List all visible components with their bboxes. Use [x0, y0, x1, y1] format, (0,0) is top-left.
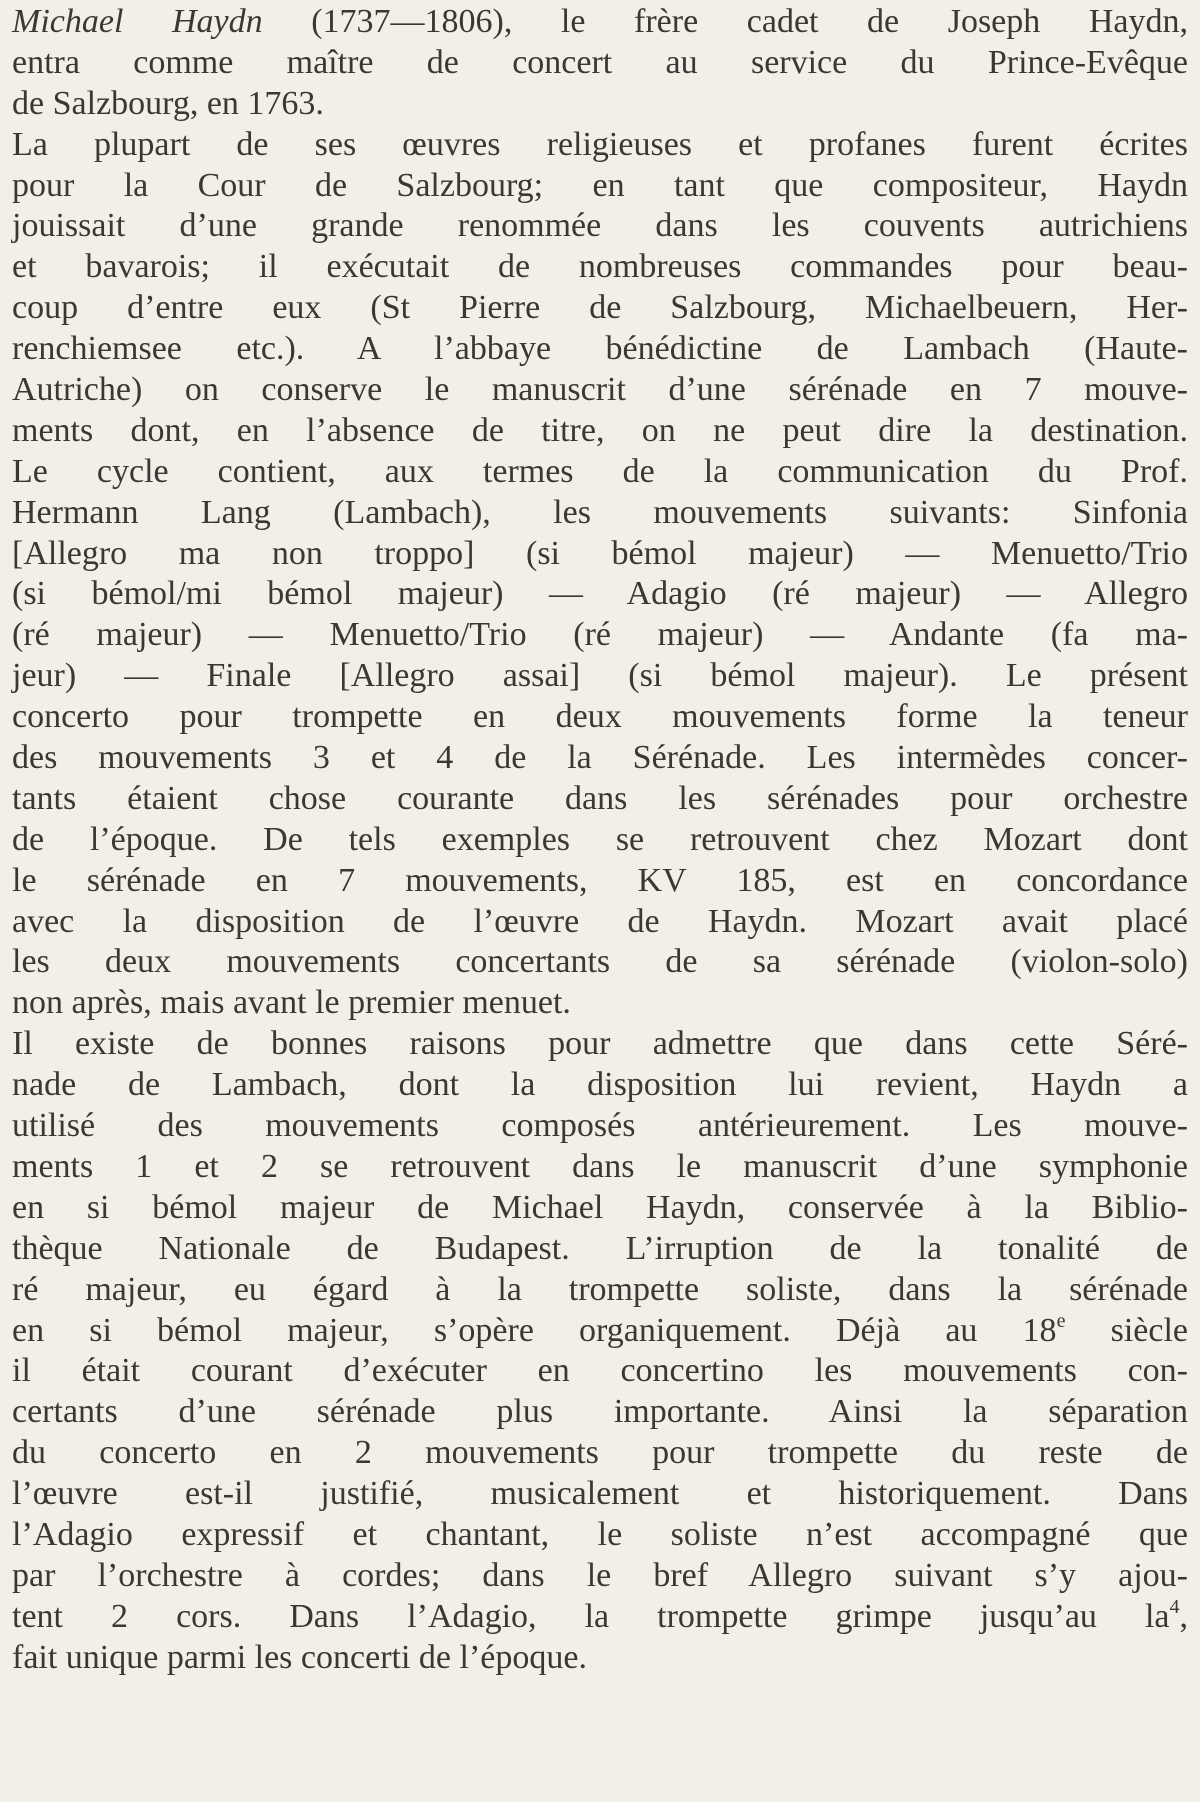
- text-line: [12, 452, 1188, 493]
- line-text: utilisé des mouvements composés antérieurement. Les mouve-: [12, 1107, 1188, 1145]
- text-line: [12, 738, 1188, 779]
- text-line: [12, 1270, 1188, 1311]
- text-line: [12, 43, 1188, 84]
- line-text: du concerto en 2 mouvements pour trompette du reste de: [12, 1434, 1188, 1472]
- text-line: [12, 493, 1188, 534]
- line-text-tail: siècle: [1065, 1311, 1188, 1349]
- composer-name: Michael Haydn: [12, 3, 263, 40]
- line-text: de Salzbourg, en 1763.: [12, 84, 324, 122]
- line-text: de l’époque. De tels exemples se retrouvent chez Mozart dont: [12, 820, 1188, 858]
- text-line: [12, 1024, 1188, 1065]
- text-line: [12, 1515, 1188, 1556]
- text-line: [12, 411, 1188, 452]
- line-text: Autriche) on conserve le manuscrit d’une sérénade en 7 mouve-: [12, 371, 1188, 409]
- line-text: Le cycle contient, aux termes de la communication du Prof.: [12, 452, 1188, 490]
- text-line: [12, 861, 1188, 902]
- text-line: [12, 902, 1188, 943]
- line-text: non après, mais avant le premier menuet.: [12, 984, 571, 1022]
- text-line: [12, 1474, 1188, 1515]
- line-text: entra comme maître de concert au service du Prince-Evêque: [12, 43, 1188, 81]
- text-line: [12, 1065, 1188, 1106]
- line-text: avec la disposition de l’œuvre de Haydn. Mozart avait placé: [12, 902, 1188, 940]
- line-text: tants étaient chose courante dans les sérénades pour orchestre: [12, 779, 1188, 817]
- text-line: [12, 206, 1188, 247]
- paragraph: [12, 125, 1188, 1025]
- text-line: [12, 1433, 1188, 1474]
- line-text: (si bémol/mi bémol majeur) — Adagio (ré majeur) — Allegro: [12, 575, 1188, 613]
- line-text: jouissait d’une grande renommée dans les couvents autrichiens: [12, 207, 1188, 245]
- text-line: [12, 574, 1188, 615]
- line-text: le sérénade en 7 mouvements, KV 185, est en concordance: [12, 861, 1188, 899]
- text-line: [12, 1556, 1188, 1597]
- line-text: des mouvements 3 et 4 de la Sérénade. Les intermèdes concer-: [12, 739, 1188, 777]
- line-text: certants d’une sérénade plus importante. Ainsi la séparation: [12, 1393, 1188, 1431]
- text-line: [12, 1147, 1188, 1188]
- text-line: [12, 166, 1188, 207]
- line-text: La plupart de ses œuvres religieuses et profanes furent écrites: [12, 125, 1188, 163]
- text-line: [12, 2, 1188, 43]
- line-text: et bavarois; il exécutait de nombreuses commandes pour beau-: [12, 248, 1188, 286]
- line-text: renchiemsee etc.). A l’abbaye bénédictine de Lambach (Haute-: [12, 330, 1188, 368]
- line-text: Il existe de bonnes raisons pour admettre que dans cette Séré-: [12, 1025, 1188, 1063]
- superscript: 4: [1169, 1595, 1180, 1618]
- line-text: Hermann Lang (Lambach), les mouvements suivants: Sinfonia: [12, 493, 1188, 531]
- line-text: ré majeur, eu égard à la trompette soliste, dans la sérénade: [12, 1270, 1188, 1308]
- line-text: thèque Nationale de Budapest. L’irruption de la tonalité de: [12, 1229, 1188, 1267]
- line-text: en si bémol majeur de Michael Haydn, conservée à la Biblio-: [12, 1188, 1188, 1226]
- line-text: (1737—1806), le frère cadet de Joseph Haydn,: [262, 3, 1188, 40]
- line-text: concerto pour trompette en deux mouvements forme la teneur: [12, 698, 1188, 736]
- line-text: l’Adagio expressif et chantant, le soliste n’est accompagné que: [12, 1515, 1188, 1553]
- paragraph: [12, 2, 1188, 125]
- text-line: [12, 1311, 1188, 1352]
- line-text: fait unique parmi les concerti de l’époque.: [12, 1638, 587, 1676]
- line-text: nade de Lambach, dont la disposition lui revient, Haydn a: [12, 1066, 1188, 1104]
- line-text: par l’orchestre à cordes; dans le bref Allegro suivant s’y ajou-: [12, 1556, 1188, 1594]
- line-text: ments dont, en l’absence de titre, on ne peut dire la destination.: [12, 411, 1188, 449]
- line-text: l’œuvre est-il justifié, musicalement et historiquement. Dans: [12, 1475, 1188, 1513]
- text-line: [12, 942, 1188, 983]
- text-line: [12, 1638, 1188, 1679]
- text-line: [12, 983, 1188, 1024]
- line-text: tent 2 cors. Dans l’Adagio, la trompette grimpe jusqu’au la: [12, 1597, 1170, 1635]
- line-text: il était courant d’exécuter en concertino les mouvements con-: [12, 1352, 1188, 1390]
- text-line: [12, 329, 1188, 370]
- line-text: [Allegro ma non troppo] (si bémol majeur) — Menuetto/Trio: [12, 534, 1188, 572]
- line-text: les deux mouvements concertants de sa sérénade (violon-solo): [12, 943, 1188, 981]
- text-line: [12, 820, 1188, 861]
- line-text-tail: ,: [1179, 1597, 1188, 1635]
- text-line: [12, 288, 1188, 329]
- text-line: [12, 534, 1188, 575]
- document-page: [12, 2, 1188, 1679]
- line-text: (ré majeur) — Menuetto/Trio (ré majeur) — Andante (fa ma-: [12, 616, 1188, 654]
- text-line: [12, 84, 1188, 125]
- body-text: [12, 2, 1188, 1679]
- text-line: [12, 1188, 1188, 1229]
- text-line: [12, 1392, 1188, 1433]
- superscript: e: [1056, 1309, 1066, 1332]
- text-line: [12, 247, 1188, 288]
- text-line: [12, 1106, 1188, 1147]
- text-line: [12, 779, 1188, 820]
- text-line: [12, 1597, 1188, 1638]
- text-line: [12, 1229, 1188, 1270]
- line-text: ments 1 et 2 se retrouvent dans le manuscrit d’une symphonie: [12, 1147, 1188, 1185]
- line-text: jeur) — Finale [Allegro assai] (si bémol majeur). Le présent: [12, 657, 1188, 695]
- text-line: [12, 370, 1188, 411]
- text-line: [12, 125, 1188, 166]
- paragraph: [12, 1024, 1188, 1678]
- text-line: [12, 697, 1188, 738]
- line-text: en si bémol majeur, s’opère organiquement. Déjà au 18: [12, 1311, 1057, 1349]
- line-text: coup d’entre eux (St Pierre de Salzbourg, Michaelbeuern, Her-: [12, 289, 1188, 327]
- text-line: [12, 615, 1188, 656]
- line-text: pour la Cour de Salzbourg; en tant que compositeur, Haydn: [12, 166, 1188, 204]
- text-line: [12, 656, 1188, 697]
- text-line: [12, 1351, 1188, 1392]
